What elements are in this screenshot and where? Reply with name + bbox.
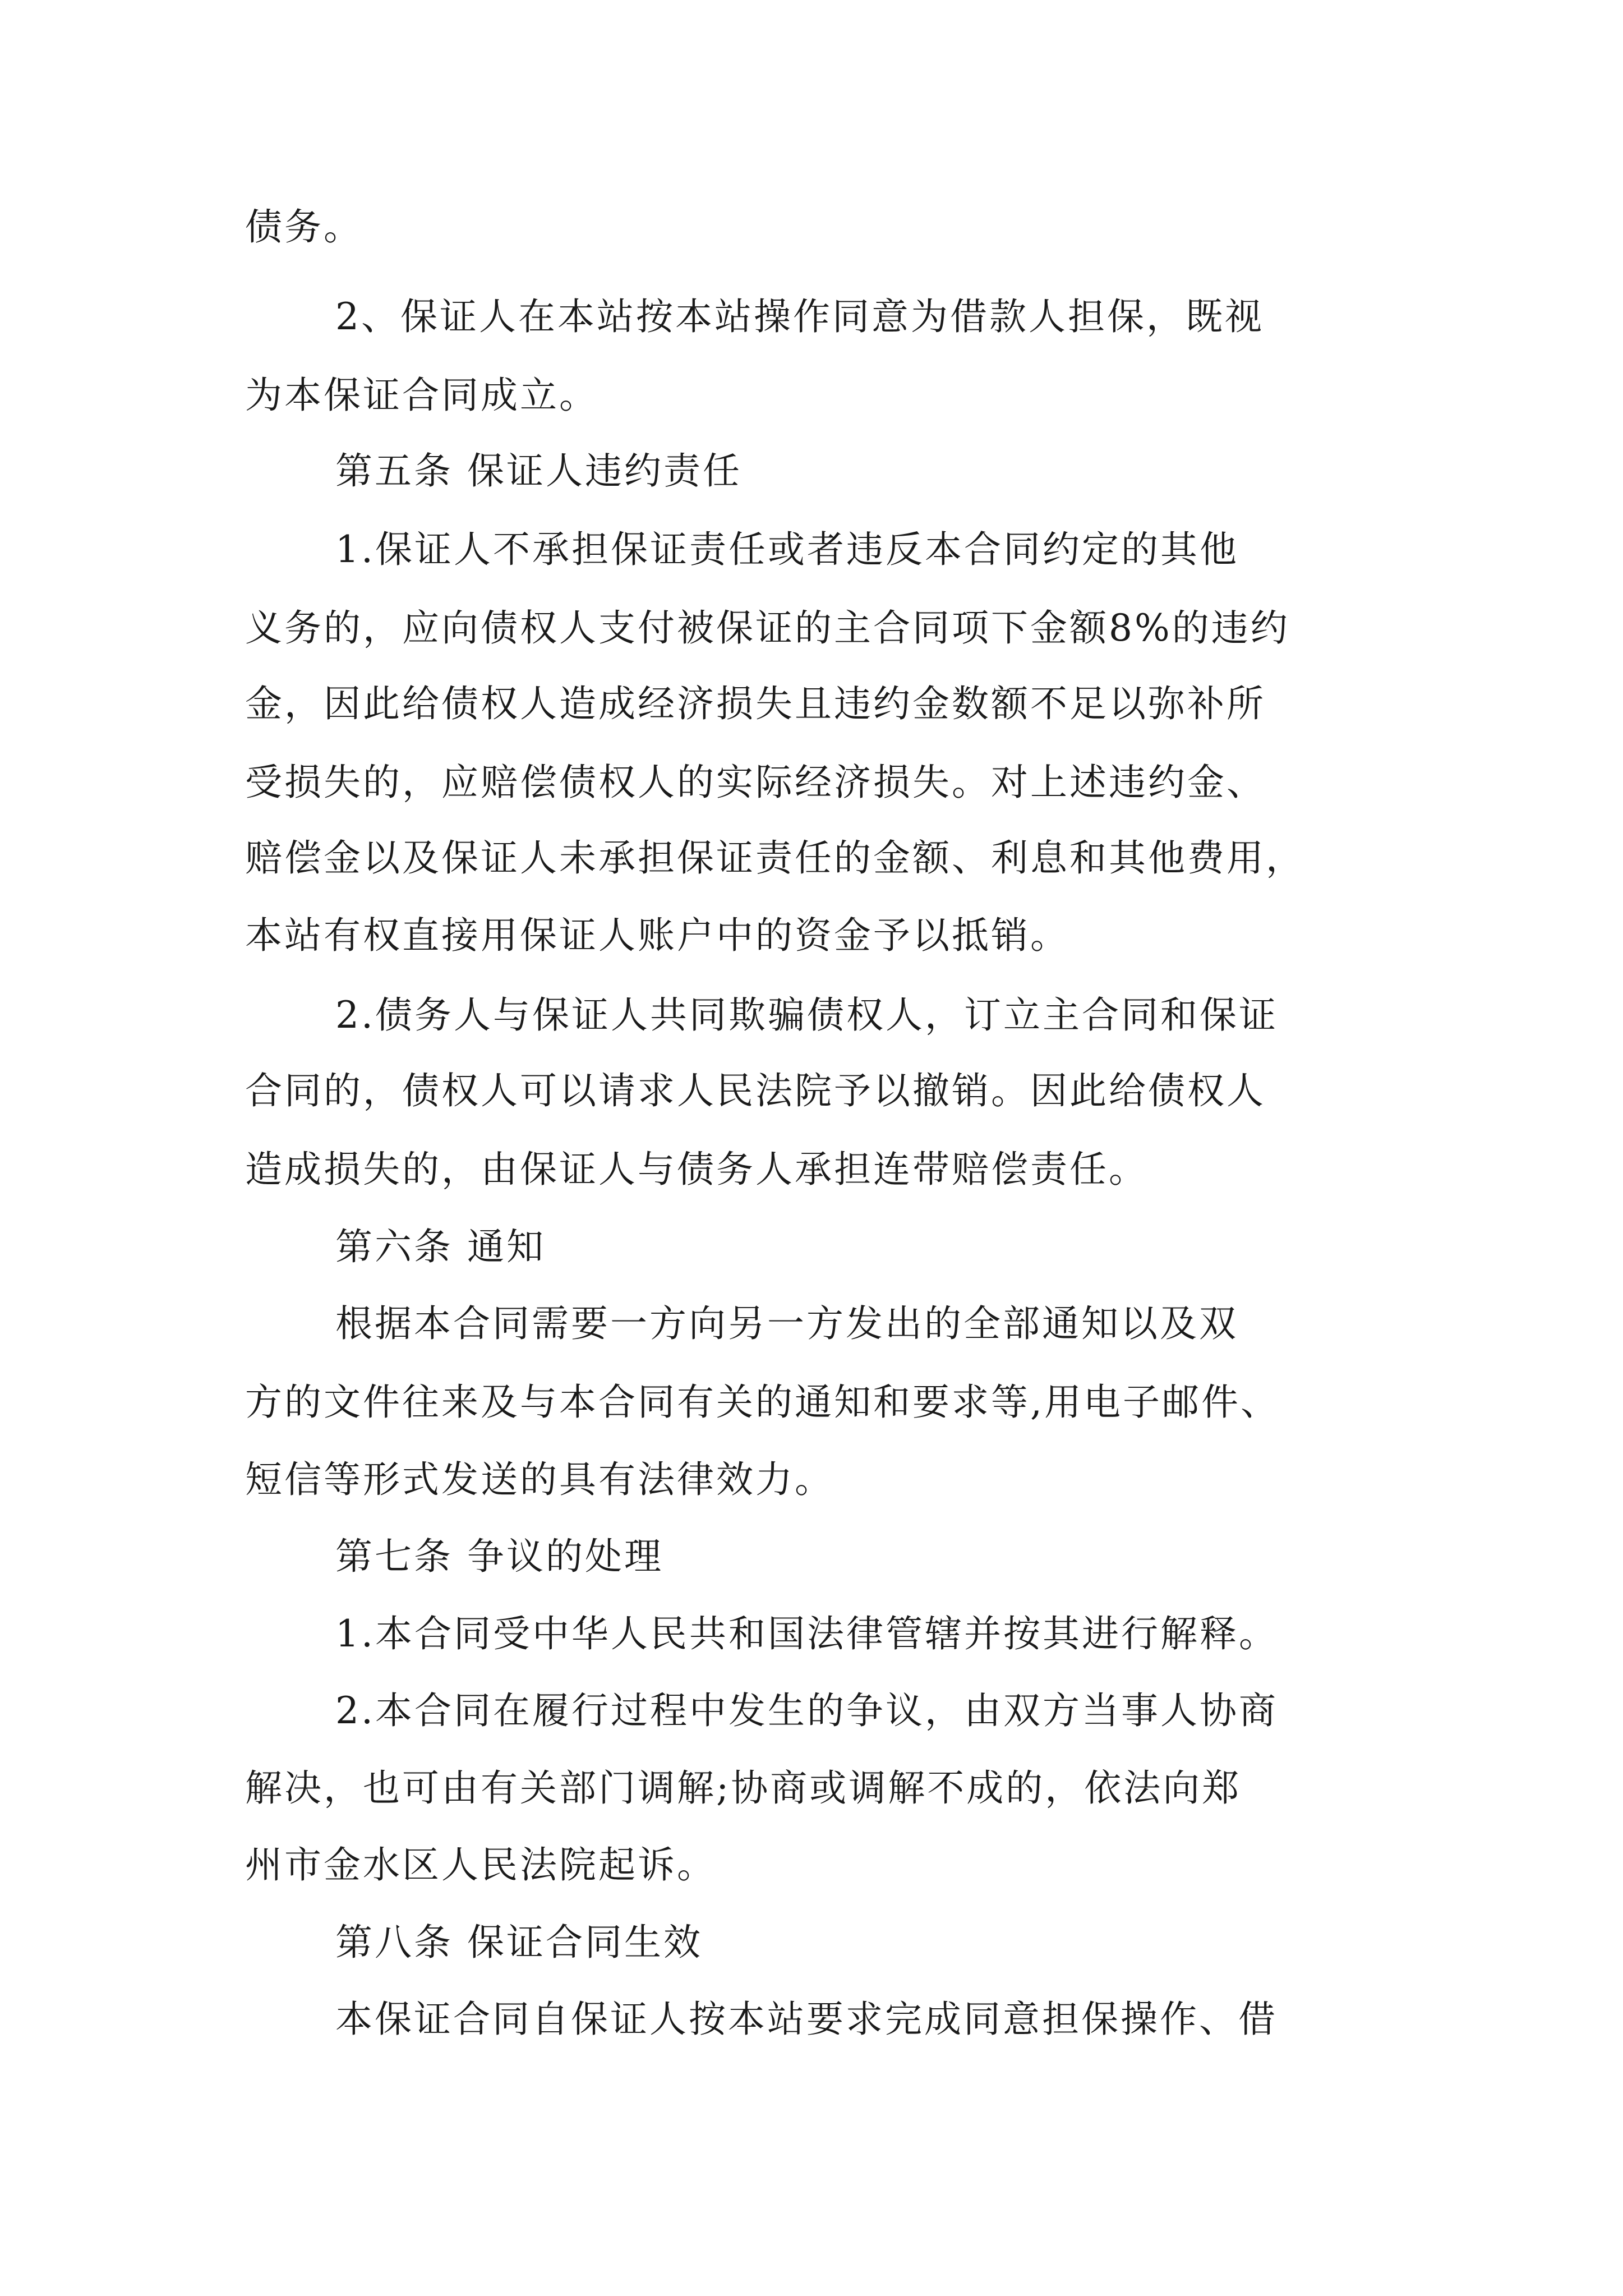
text-line-16: 方的文件往来及与本合同有关的通知和要求等,用电子邮件、 [245, 1381, 1280, 1424]
text-line-2: 2、保证人在本站按本站操作同意为借款人担保，既视 [335, 295, 1264, 338]
text-line-1: 债务。 [245, 205, 363, 249]
text-line-10: 本站有权直接用保证人账户中的资金予以抵销。 [245, 914, 1069, 957]
text-line-7: 金，因此给债权人造成经济损失且违约金数额不足以弥补所 [245, 682, 1266, 725]
section-heading-5: 第五条 保证人违约责任 [335, 449, 742, 493]
text-line-21: 解决，也可由有关部门调解;协商或调解不成的，依法向郑 [245, 1766, 1242, 1810]
text-line-6: 义务的，应向债权人支付被保证的主合同项下金额8%的违约 [245, 606, 1290, 650]
text-line-9: 赔偿金以及保证人未承担保证责任的金额、利息和其他费用， [245, 836, 1305, 880]
text-line-8: 受损失的，应赔偿债权人的实际经济损失。对上述违约金、 [245, 761, 1266, 804]
text-line-3: 为本保证合同成立。 [245, 374, 598, 417]
text-line-15: 根据本合同需要一方向另一方发出的全部通知以及双 [335, 1302, 1238, 1345]
text-line-20: 2.本合同在履行过程中发生的争议，由双方当事人协商 [335, 1689, 1278, 1732]
section-heading-8: 第八条 保证合同生效 [335, 1921, 703, 1964]
section-heading-7: 第七条 争议的处理 [335, 1535, 663, 1578]
text-line-19: 1.本合同受中华人民共和国法律管辖并按其进行解释。 [335, 1612, 1278, 1655]
text-line-5: 1.保证人不承担保证责任或者违反本合同约定的其他 [335, 528, 1239, 571]
text-line-22: 州市金水区人民法院起诉。 [245, 1843, 716, 1887]
text-line-17: 短信等形式发送的具有法律效力。 [245, 1458, 834, 1501]
text-line-24: 本保证合同自保证人按本站要求完成同意担保操作、借 [335, 1998, 1278, 2041]
text-line-12: 合同的，债权人可以请求人民法院予以撤销。因此给债权人 [245, 1069, 1266, 1112]
section-heading-6: 第六条 通知 [335, 1225, 546, 1268]
text-line-11: 2.债务人与保证人共同欺骗债权人，订立主合同和保证 [335, 993, 1278, 1037]
text-line-13: 造成损失的，由保证人与债务人承担连带赔偿责任。 [245, 1148, 1148, 1191]
